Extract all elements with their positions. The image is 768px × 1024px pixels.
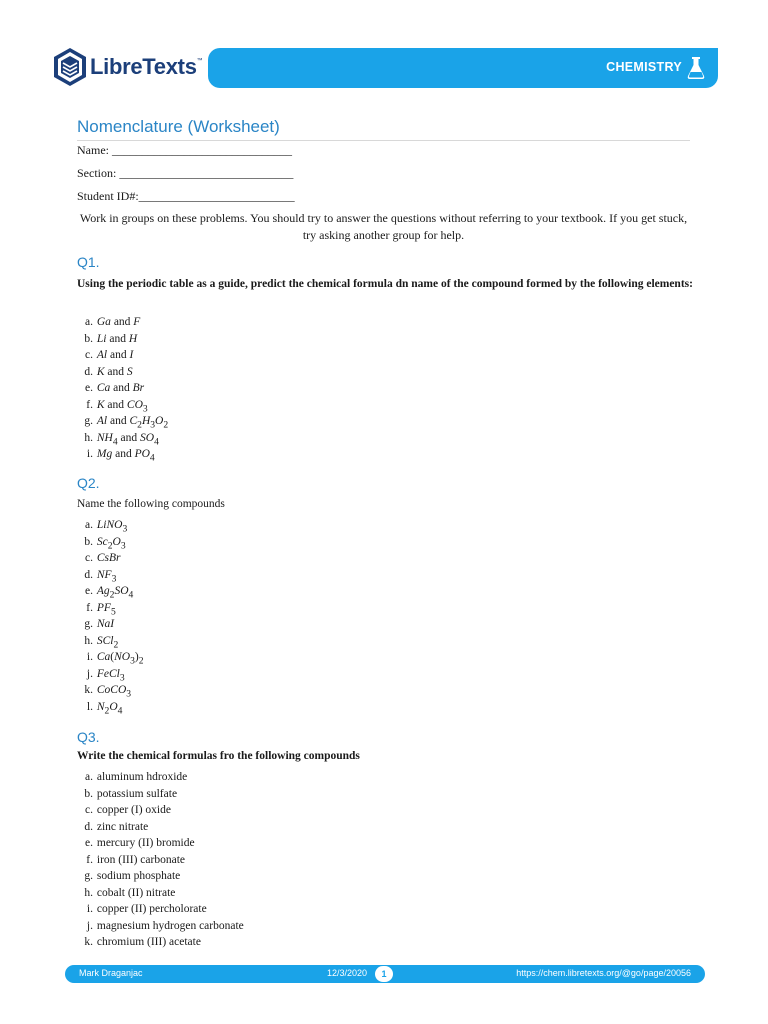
list-marker: d. [84,568,93,581]
list-item-text: $NF_3$ [96,568,117,584]
list-item [77,534,144,551]
list-item [77,567,144,584]
q1-heading: Q1. [77,254,100,270]
list-item-text: magnesium hydrogen carbonate [94,919,244,932]
list-item-text: SCl$_2$ [96,634,119,650]
q1-prompt: Using the periodic table as a guide, predict the chemical formula dn name of the compound formed by the following elements: [77,278,693,290]
list-marker: k. [84,936,93,948]
list-item-text: K and S [96,365,133,378]
list-item-text: $NH_4$ and $SO_4$ [96,431,159,447]
list-marker: a. [85,771,93,783]
list-item [77,314,168,331]
list-marker: i. [86,903,93,915]
list-marker: c. [85,552,93,564]
list-item-text: $PF_5$ [96,601,116,617]
list-item-text: iron (III) carbonate [94,853,185,866]
list-marker: d. [84,365,93,378]
list-item [77,682,144,699]
libretexts-logo-icon [53,47,87,87]
q3-prompt: Write the chemical formulas fro the following compounds [77,750,360,762]
list-item-text: aluminum hdroxide [94,771,188,783]
list-item-text: FeCl$_3$ [96,667,125,683]
list-marker: d. [84,820,93,833]
q2-prompt: Name the following compounds [77,498,225,510]
list-marker: j. [86,667,93,680]
list-item-text: cobalt (II) nitrate [94,886,176,899]
list-item-text: Ca and Br [96,382,145,394]
list-item [77,413,168,430]
list-marker: e. [85,585,93,597]
q1-list [77,314,168,463]
list-item [77,901,244,918]
title-divider [77,140,690,141]
footer-author: Mark Draganjac [79,968,143,978]
page-title: Nomenclature (Worksheet) [77,117,280,136]
list-item-text: Al and I [96,349,134,361]
list-item-text: K and $CO_3$ [96,398,148,414]
list-item [77,397,168,414]
list-item [77,550,144,567]
list-item [77,885,244,902]
footer-date: 12/3/2020 [327,968,368,978]
list-item [77,517,144,534]
list-item [77,666,144,683]
list-item [77,583,144,600]
list-item [77,802,244,819]
list-item [77,347,168,364]
list-marker: f. [86,398,93,411]
list-item-text: $N_2O_4$ [96,700,123,716]
section-field: Section: _____________________________ [77,166,294,180]
list-item-text: copper (I) oxide [94,804,171,816]
list-item [77,918,244,935]
list-marker: b. [84,535,93,548]
list-marker: l. [86,700,93,713]
list-marker: b. [84,787,93,800]
list-item-text: CoCO$_3$ [96,684,132,700]
list-item-text: copper (II) percholorate [94,903,207,915]
list-item [77,769,244,786]
list-item [77,380,168,397]
q3-heading: Q3. [77,729,100,745]
list-item-text: sodium phosphate [94,870,181,882]
list-marker: g. [84,618,93,630]
subject-banner[interactable] [208,48,718,88]
list-item-text: $Ca(NO_3)_2$ [96,651,144,667]
instructions-text: Work in groups on these problems. You should try to answer the questions without referring to your textbook. If you get stuck, try asking another group for help. [79,211,688,242]
list-item [77,600,144,617]
q2-heading: Q2. [77,475,100,491]
list-marker: h. [84,431,93,444]
list-item [77,868,244,885]
list-item [77,331,168,348]
footer-url-link[interactable]: https://chem.libretexts.org/@go/page/20056 [516,968,691,978]
list-item [77,699,144,716]
page-number-badge: 1 [375,966,393,982]
list-item-text: Mg and $PO_4$ [96,448,155,464]
list-marker: a. [85,519,93,531]
libretexts-logo[interactable] [53,46,202,88]
list-marker: e. [85,382,93,394]
list-marker: f. [86,853,93,866]
list-marker: a. [85,316,93,328]
list-marker: g. [84,870,93,882]
list-marker: c. [85,349,93,361]
q2-list [77,517,144,715]
list-marker: c. [85,804,93,816]
list-marker: e. [85,837,93,849]
page-footer [65,965,705,983]
list-item-text: Al and $C_2H_3O_2$ [96,415,169,431]
list-item-text: LiNO$_3$ [96,519,128,535]
list-marker: i. [86,651,93,663]
list-item [77,446,168,463]
list-item-text: chromium (III) acetate [94,936,201,948]
list-item [77,786,244,803]
list-marker: j. [86,919,93,932]
list-marker: h. [84,886,93,899]
list-item [77,819,244,836]
list-item [77,852,244,869]
banner-label: CHEMISTRY [606,60,682,74]
list-marker: i. [86,448,93,460]
q3-list [77,769,244,951]
list-marker: g. [84,415,93,427]
list-item-text: mercury (II) bromide [94,837,195,849]
list-marker: h. [84,634,93,647]
flask-icon [686,56,706,80]
list-item [77,430,168,447]
list-item [77,649,144,666]
list-item-text: Li and H [96,332,138,345]
list-item-text: zinc nitrate [94,820,149,833]
list-item-text: $Sc_2O_3$ [96,535,126,551]
list-item-text: potassium sulfate [94,787,178,800]
list-item [77,835,244,852]
list-item [77,934,244,951]
name-field: Name: ______________________________ [77,143,292,157]
list-item [77,364,168,381]
list-item-text: $Ag_2SO_4$ [96,585,134,601]
list-item [77,616,144,633]
list-item-text: Ga and F [96,316,141,328]
student-id-field: Student ID#:__________________________ [77,189,295,203]
list-item-text: CsBr [96,552,121,564]
list-item-text: NaI [96,618,115,630]
logo-wordmark: LibreTexts™ [90,54,203,79]
list-marker: k. [84,684,93,696]
list-marker: b. [84,332,93,345]
list-item [77,633,144,650]
list-marker: f. [86,601,93,614]
